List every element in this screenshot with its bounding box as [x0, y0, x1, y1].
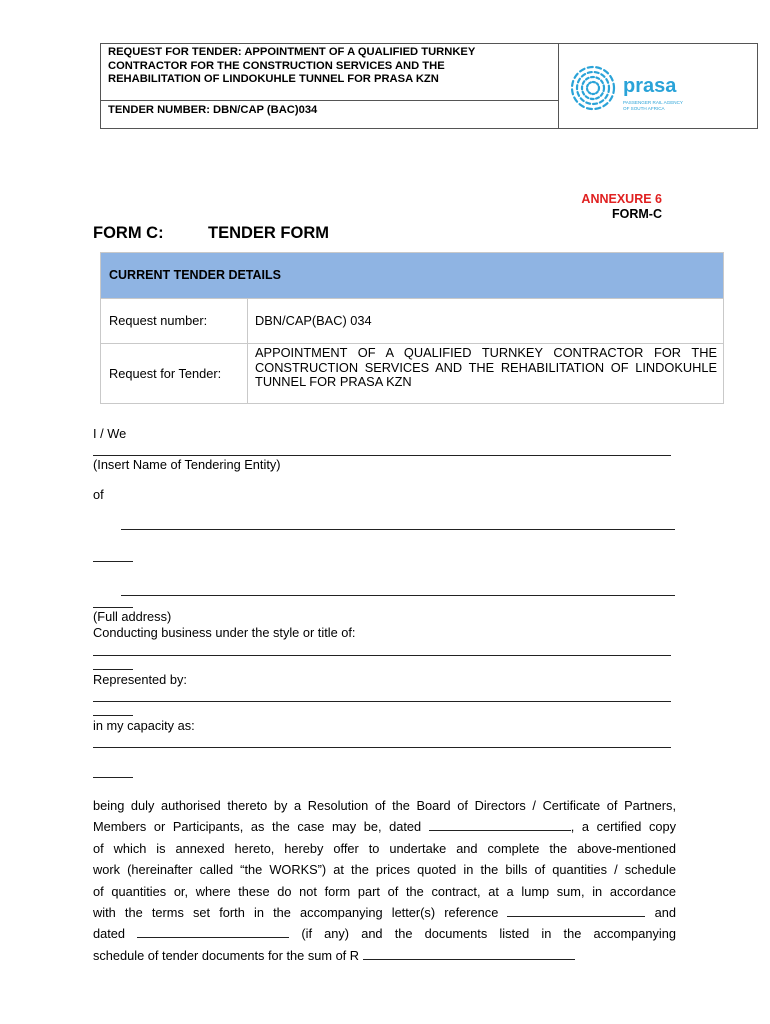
capacity-line[interactable] — [93, 747, 671, 748]
form-code: FORM C: — [93, 224, 164, 242]
represented-by-continuation — [93, 715, 133, 716]
address-hint: (Full address) — [93, 609, 172, 624]
paragraph-text: dated — [93, 926, 126, 942]
tender-number: TENDER NUMBER: DBN/CAP (BAC)034 — [108, 104, 318, 116]
table-row — [101, 343, 723, 404]
paragraph-text: Members or Participants, as the case may be, dated — [93, 819, 422, 835]
represented-by-line[interactable] — [93, 701, 671, 702]
paragraph-text: , a certified copy — [570, 819, 677, 835]
paragraph-text: schedule of tender documents for the sum of R — [93, 947, 360, 963]
trading-style-label: Conducting business under the style or title of: — [93, 625, 356, 640]
paragraph-line — [93, 902, 676, 923]
entity-name-hint: (Insert Name of Tendering Entity) — [93, 457, 281, 472]
request-number-value: DBN/CAP(BAC) 034 — [255, 313, 372, 328]
form-name: TENDER FORM — [208, 224, 329, 242]
header-title — [108, 46, 553, 87]
prasa-logo-icon — [572, 67, 614, 109]
paragraph-line: of which is annexed hereto, hereby offer to undertake and complete the above-mentioned — [93, 840, 676, 856]
address-line-1[interactable] — [121, 529, 675, 530]
authorisation-paragraph — [93, 795, 676, 966]
paragraph-text: with the terms set forth in the accompanying letter(s) reference — [93, 905, 499, 921]
paragraph-line — [93, 816, 676, 837]
document-header — [100, 43, 758, 129]
paragraph-text: and — [654, 905, 676, 921]
address-line-1-continuation — [93, 561, 133, 562]
prasa-logo-tagline: OF SOUTH AFRICA — [623, 106, 665, 111]
header-title-line: REHABILITATION OF LINDOKUHLE TUNNEL FOR PRASA KZN — [108, 73, 439, 85]
header-title-cell — [101, 44, 559, 128]
letter-reference-blank[interactable] — [507, 904, 645, 917]
capacity-label: in my capacity as: — [93, 718, 195, 733]
prasa-logo-tagline: PASSENGER RAIL AGENCY — [623, 100, 683, 105]
paragraph-line: work (hereinafter called “the WORKS”) at the prices quoted in the bills of quantities / schedule — [93, 862, 676, 878]
paragraph-text: (if any) and the documents listed in the accompanying — [301, 926, 676, 942]
tender-sum-blank[interactable] — [363, 947, 575, 960]
table-column-divider — [247, 298, 248, 403]
table-row — [101, 298, 723, 343]
date-blank[interactable] — [429, 818, 571, 831]
of-label: of — [93, 487, 104, 502]
prasa-logo-name: prasa — [623, 75, 677, 97]
tender-details-heading-text: CURRENT TENDER DETAILS — [109, 268, 281, 282]
form-title — [93, 224, 329, 243]
entity-name-line[interactable] — [93, 455, 671, 456]
paragraph-line: being duly authorised thereto by a Resolution of the Board of Directors / Certificate of Partners, — [93, 798, 676, 813]
represented-by-label: Represented by: — [93, 672, 187, 687]
header-title-line: REQUEST FOR TENDER: APPOINTMENT OF A QUALIFIED TURNKEY — [108, 46, 476, 58]
header-divider — [101, 100, 559, 101]
paragraph-line: of quantities or, where these do not form part of the contract, at a lump sum, in accordance — [93, 883, 676, 899]
trading-style-continuation — [93, 669, 133, 670]
paragraph-line — [93, 945, 676, 966]
paragraph-line — [93, 923, 676, 944]
request-for-tender-label: Request for Tender: — [109, 366, 222, 381]
trading-style-line[interactable] — [93, 655, 671, 656]
prasa-logo — [569, 58, 749, 118]
header-title-line: CONTRACTOR FOR THE CONSTRUCTION SERVICES AND THE — [108, 59, 445, 72]
address-line-2[interactable] — [121, 595, 675, 596]
request-for-tender-value: APPOINTMENT OF A QUALIFIED TURNKEY CONTRACTOR FOR THE CONSTRUCTION SERVICES AND THE REHABILITATION OF LINDOKUHLE TUNNEL FOR PRASA KZN — [255, 345, 717, 389]
address-line-2-continuation — [93, 607, 133, 608]
request-number-label: Request number: — [109, 313, 208, 328]
annexure-form: FORM-C — [612, 207, 662, 221]
capacity-continuation — [93, 777, 133, 778]
i-we-label: I / We — [93, 426, 127, 441]
tender-details-heading — [101, 253, 723, 298]
annexure-label — [581, 192, 662, 222]
letter-date-blank[interactable] — [137, 925, 289, 938]
annexure-number: ANNEXURE 6 — [581, 192, 662, 206]
tender-details-table — [100, 252, 724, 404]
